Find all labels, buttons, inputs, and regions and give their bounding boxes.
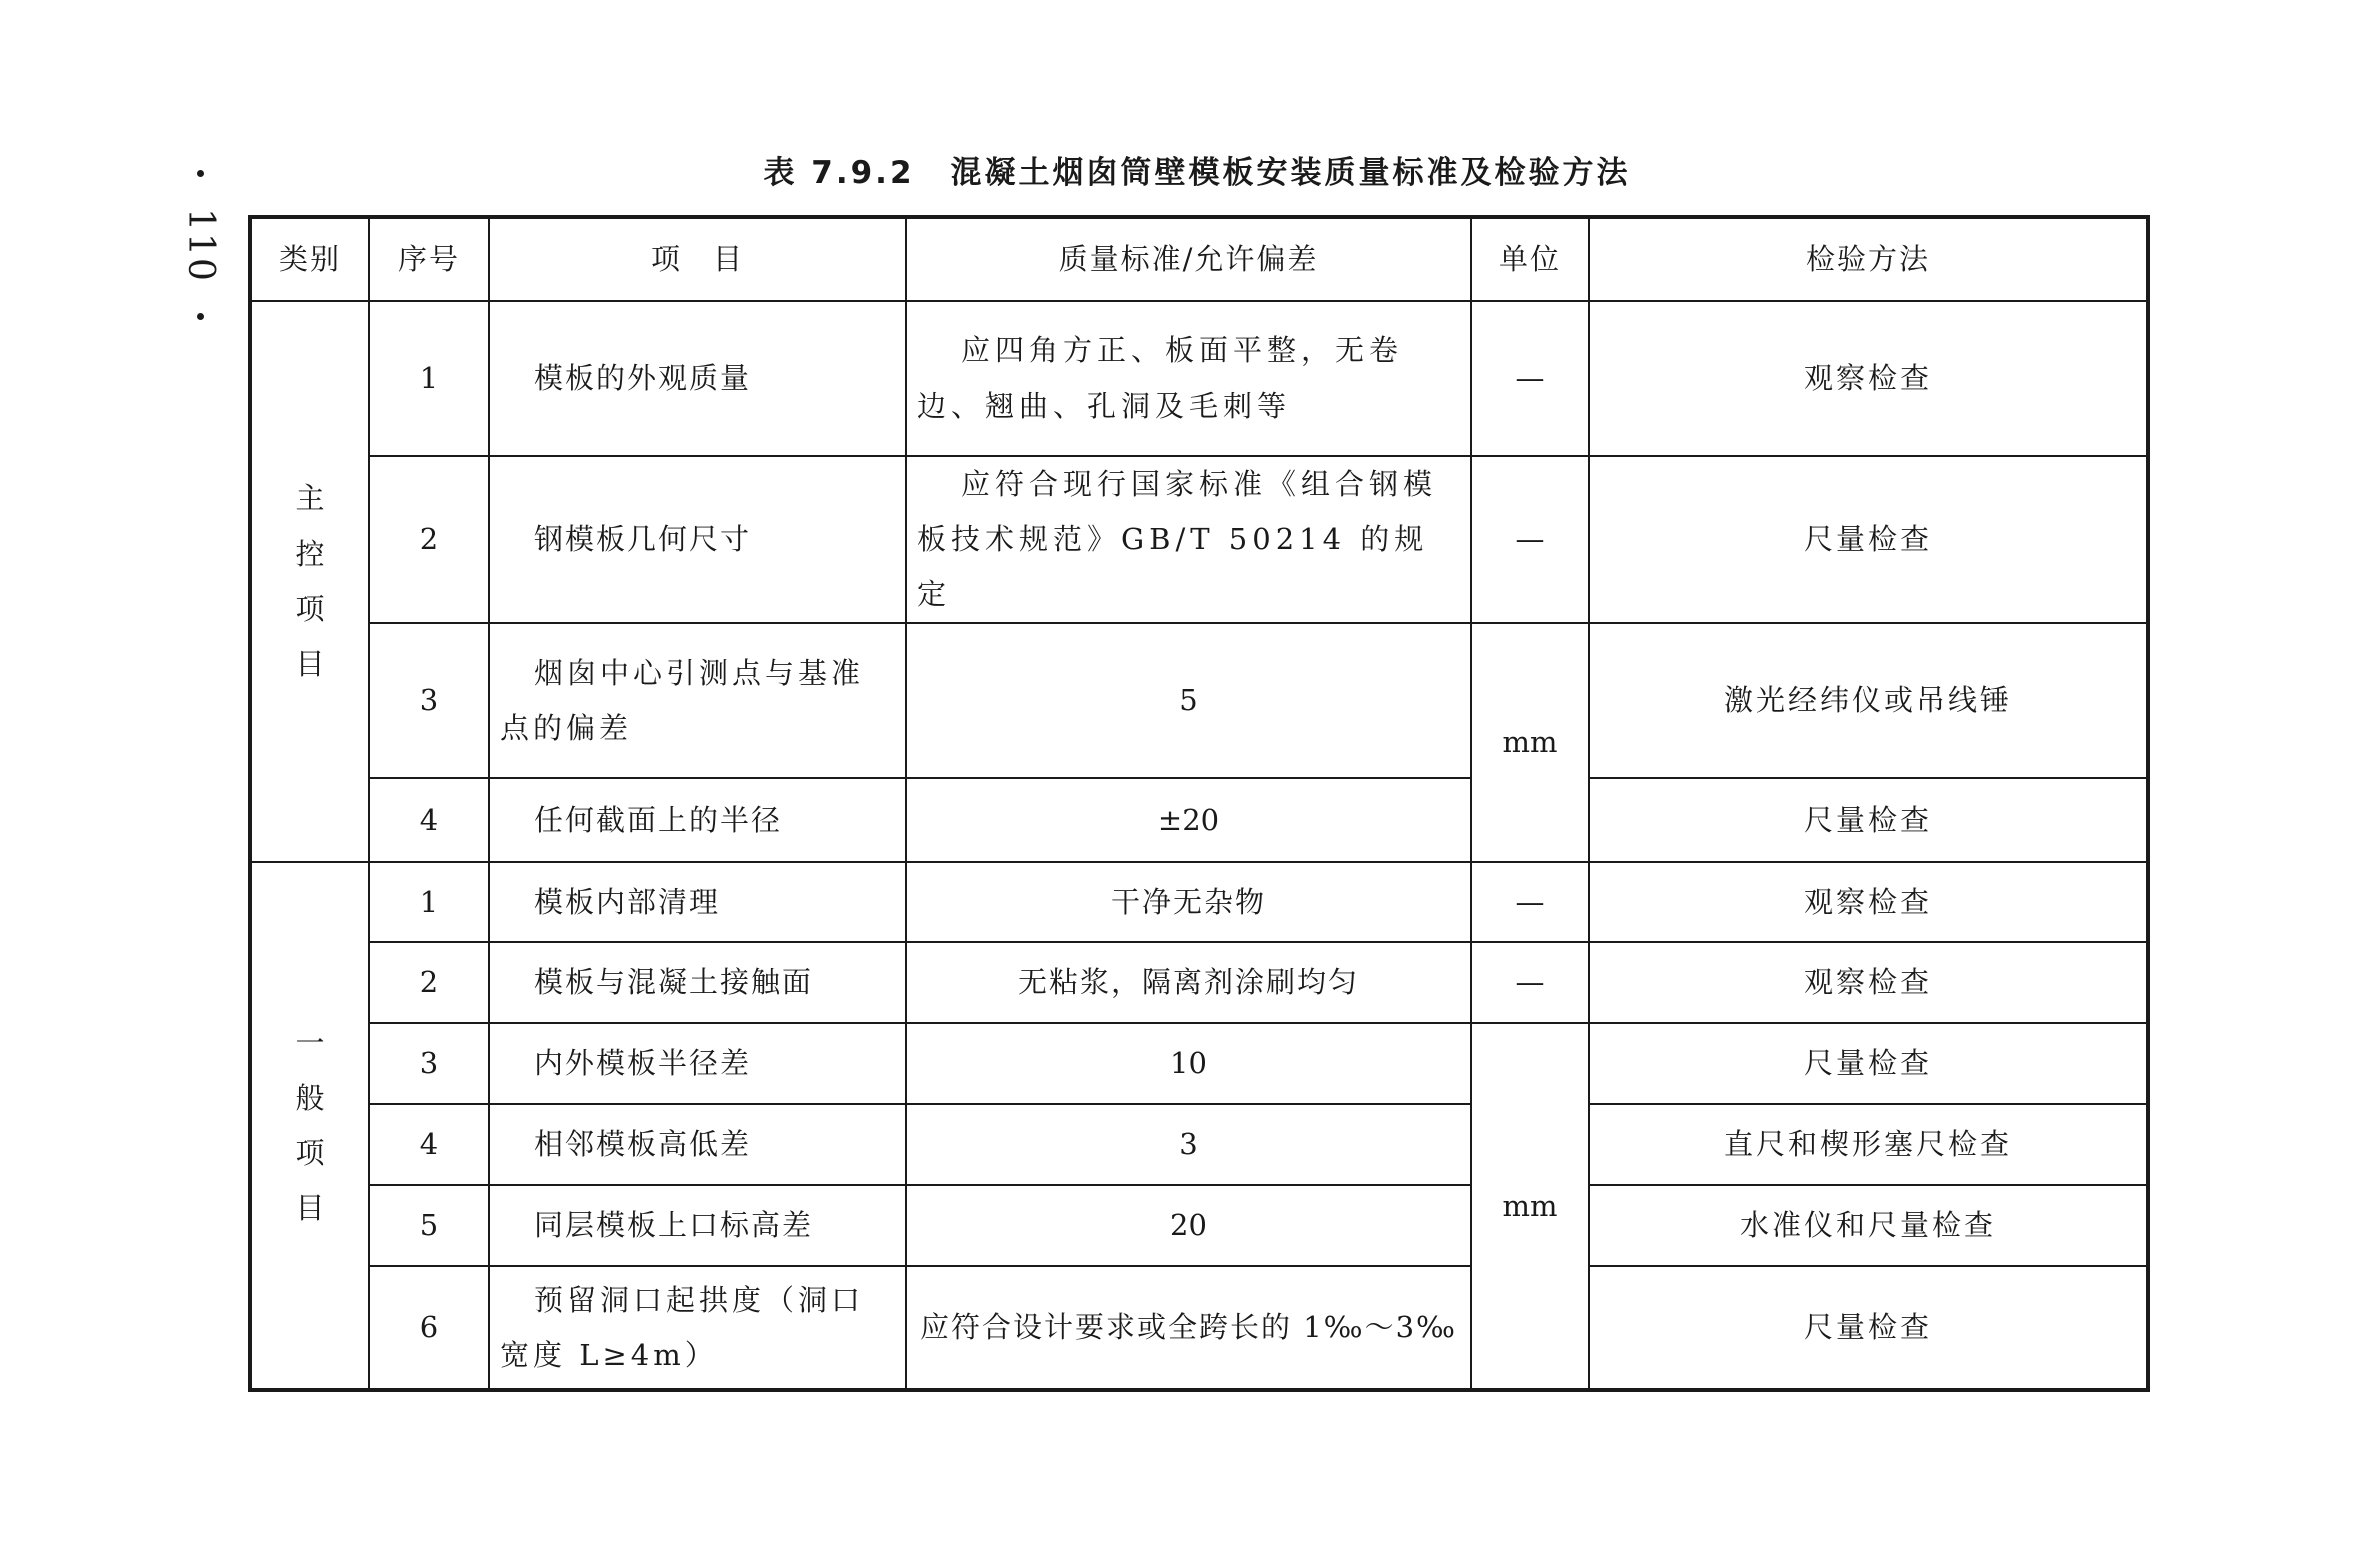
- category-main-char: 目: [295, 646, 325, 681]
- category-general-char: 般: [295, 1080, 325, 1115]
- table-number: 表 7.9.2: [763, 155, 915, 191]
- cell-seq: 4: [369, 778, 489, 862]
- cell-method: 观察检查: [1589, 862, 2148, 942]
- header-unit: 单位: [1471, 217, 1589, 301]
- table-row: [250, 1023, 2148, 1104]
- cell-seq: 2: [369, 942, 489, 1023]
- cell-item: 相邻模板高低差: [489, 1104, 906, 1185]
- table-row: [250, 942, 2148, 1023]
- cell-standard: 干净无杂物: [906, 862, 1471, 942]
- page-number-dot-top: [197, 170, 204, 177]
- cell-seq: 1: [369, 862, 489, 942]
- cell-unit: —: [1471, 301, 1589, 456]
- cell-standard: 20: [906, 1185, 1471, 1266]
- cell-standard: ±20: [906, 778, 1471, 862]
- cell-standard: 应符合设计要求或全跨长的 1‰～3‰: [906, 1266, 1471, 1390]
- cell-unit: mm: [1471, 623, 1589, 862]
- cell-seq: 6: [369, 1266, 489, 1390]
- category-general: [250, 862, 369, 1390]
- page-number-dot-bottom: [197, 313, 204, 320]
- category-general-char: 一: [295, 1025, 325, 1060]
- cell-item: 同层模板上口标高差: [489, 1185, 906, 1266]
- cell-seq: 2: [369, 456, 489, 623]
- category-main: [250, 301, 369, 862]
- cell-standard: 应符合现行国家标准《组合钢模板技术规范》GB/T 50214 的规定: [906, 456, 1471, 623]
- cell-unit: —: [1471, 456, 1589, 623]
- page-number: [170, 170, 230, 320]
- cell-method: 尺量检查: [1589, 1023, 2148, 1104]
- table-row: [250, 1104, 2148, 1185]
- cell-method: 观察检查: [1589, 301, 2148, 456]
- table-row: [250, 1266, 2148, 1390]
- cell-method: 尺量检查: [1589, 1266, 2148, 1390]
- category-general-char: 目: [295, 1190, 325, 1225]
- category-main-char: 主: [295, 481, 325, 516]
- header-item: 项 目: [489, 217, 906, 301]
- cell-method: 直尺和楔形塞尺检查: [1589, 1104, 2148, 1185]
- cell-standard: 5: [906, 623, 1471, 778]
- cell-standard: 无粘浆，隔离剂涂刷均匀: [906, 942, 1471, 1023]
- header-category: 类别: [250, 217, 369, 301]
- cell-seq: 5: [369, 1185, 489, 1266]
- cell-item: 烟囱中心引测点与基准点的偏差: [489, 623, 906, 778]
- category-general-char: 项: [295, 1135, 325, 1170]
- cell-method: 尺量检查: [1589, 778, 2148, 862]
- cell-item: 模板与混凝土接触面: [489, 942, 906, 1023]
- table-row: [250, 862, 2148, 942]
- table-row: [250, 301, 2148, 456]
- cell-item: 模板的外观质量: [489, 301, 906, 456]
- cell-item: 内外模板半径差: [489, 1023, 906, 1104]
- header-standard: 质量标准/允许偏差: [906, 217, 1471, 301]
- cell-standard: 3: [906, 1104, 1471, 1185]
- cell-item: 钢模板几何尺寸: [489, 456, 906, 623]
- table-row: [250, 456, 2148, 623]
- category-main-char: 控: [295, 536, 325, 571]
- cell-standard: 10: [906, 1023, 1471, 1104]
- cell-item: 预留洞口起拱度（洞口宽度 L≥4m）: [489, 1266, 906, 1390]
- header-seq: 序号: [369, 217, 489, 301]
- cell-method: 观察检查: [1589, 942, 2148, 1023]
- category-main-char: 项: [295, 591, 325, 626]
- cell-unit: —: [1471, 942, 1589, 1023]
- cell-method: 尺量检查: [1589, 456, 2148, 623]
- cell-unit: mm: [1471, 1023, 1589, 1390]
- page-number-text: 110: [179, 207, 221, 283]
- table-row: [250, 623, 2148, 778]
- table-title: 混凝土烟囱筒壁模板安装质量标准及检验方法: [950, 155, 1631, 191]
- cell-seq: 3: [369, 1023, 489, 1104]
- cell-standard: 应四角方正、板面平整，无卷边、翘曲、孔洞及毛刺等: [906, 301, 1471, 456]
- cell-item: 模板内部清理: [489, 862, 906, 942]
- table-row: [250, 778, 2148, 862]
- table-header-row: [250, 217, 2148, 301]
- cell-method: 水准仪和尺量检查: [1589, 1185, 2148, 1266]
- header-method: 检验方法: [1589, 217, 2148, 301]
- table-caption: [248, 147, 2146, 192]
- cell-seq: 4: [369, 1104, 489, 1185]
- cell-seq: 3: [369, 623, 489, 778]
- cell-unit: —: [1471, 862, 1589, 942]
- quality-standard-table: [248, 215, 2150, 1392]
- table-row: [250, 1185, 2148, 1266]
- cell-method: 激光经纬仪或吊线锤: [1589, 623, 2148, 778]
- cell-item: 任何截面上的半径: [489, 778, 906, 862]
- cell-seq: 1: [369, 301, 489, 456]
